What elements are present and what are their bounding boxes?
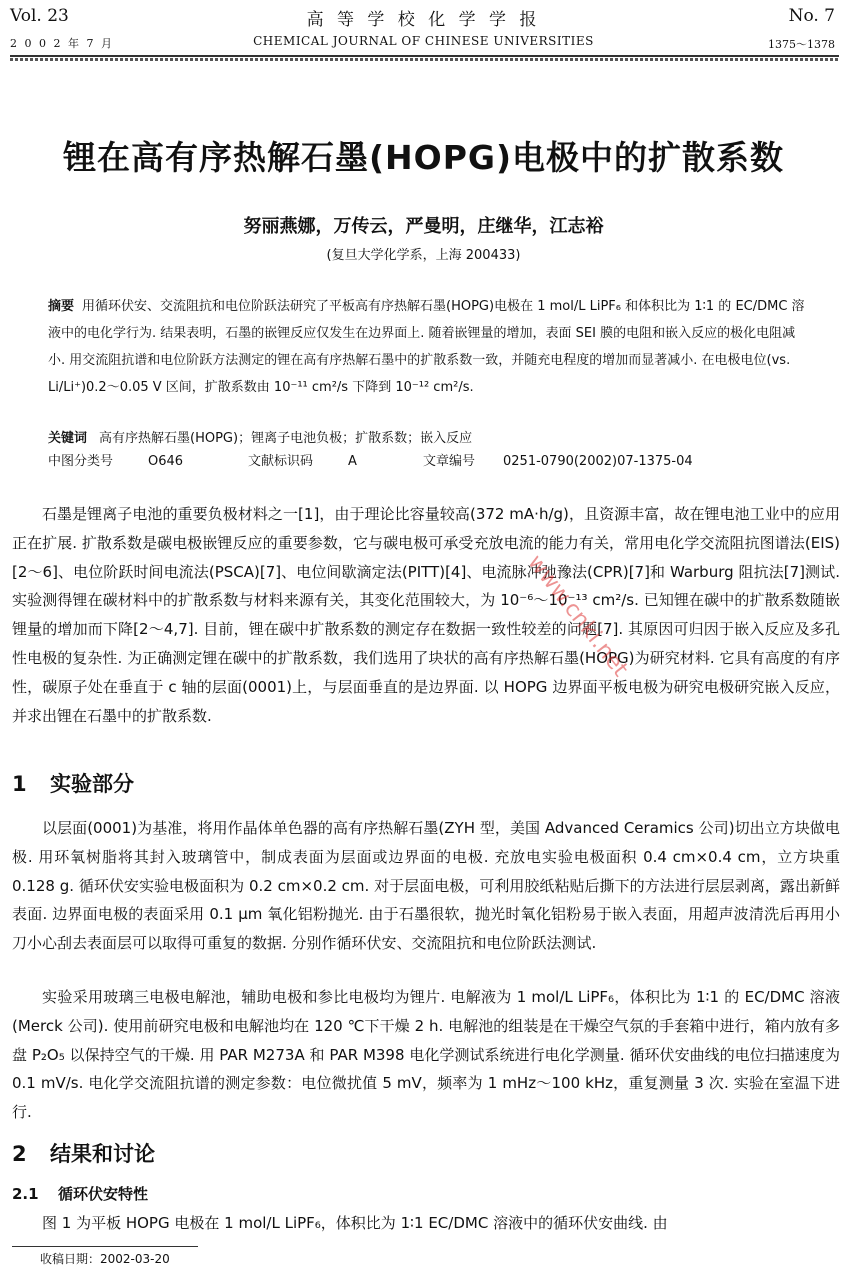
subsection-heading-cv (12, 1183, 148, 1204)
received-date-footnote: 收稿日期：2002-03-20 (40, 1252, 170, 1266)
doc-code-label: 文献标识码 (248, 454, 314, 469)
affiliation: (复旦大学化学系，上海 200433) (326, 248, 521, 263)
journal-name-en: CHEMICAL JOURNAL OF CHINESE UNIVERSITIES (253, 34, 594, 48)
section-heading-results (12, 1138, 155, 1168)
page-range: 1375～1378 (768, 38, 835, 51)
keywords-label: 关键词 (48, 431, 88, 446)
author-list: 努丽燕娜，万传云，严曼明，庄继华，江志裕 (243, 216, 604, 237)
issue-number: No. 7 (788, 6, 835, 26)
subsection-number: 2.1 (12, 1185, 39, 1203)
doc-code-value: A (348, 454, 357, 469)
subsection-title: 循环伏安特性 (58, 1185, 149, 1203)
header-dashed-rule (10, 58, 839, 61)
header-rule (10, 55, 839, 57)
clc-value: O646 (148, 454, 184, 469)
article-number-value: 0251-0790(2002)07-1375-04 (503, 454, 693, 469)
intro-paragraph: 石墨是锂离子电池的重要负极材料之一[1]，由于理论比容量较高(372 mA·h/g)，且资源丰富，故在锂电池工业中的应用正在扩展. 扩散系数是碳电极嵌锂反应的重要参数，它与碳电极可承受充放电流的能力有关，常用电化学交流阻抗图谱法(EIS)[2～6]、电位阶跃时间电流法(PSCA)[7]、电位间歇滴定法(PITT)[4]、电流脉冲弛豫法(CPR)[7]和 Warburg 阻抗法[7]测试. 实验测得锂在碳材料中的扩散系数与材料来源有关，其变化范围较大，为 10⁻⁶～10⁻¹³ cm²/s. 已知锂在碳中的扩散系数随嵌锂量的增加而下降[2～4,7]. 目前，锂在碳中扩散系数的测定存在数据一致性较差的问题[7]. 其原因可归因于嵌入反应及多孔性电极的复杂性. 为正确测定锂在碳中的扩散系数，我们选用了块状的高有序热解石墨(HOPG)为研究材料. 它具有高度的有序性，碳原子处在垂直于 c 轴的层面(0001)上，与层面垂直的是边界面. 以 HOPG 边界面平板电极为研究电极研究嵌入反应，并求出锂在石墨中的扩散系数. (12, 505, 840, 725)
clc-label: 中图分类号 (48, 454, 114, 469)
section-number: 1 (12, 772, 27, 796)
experimental-paragraph-2: 实验采用玻璃三电极电解池，辅助电极和参比电极均为锂片. 电解液为 1 mol/L LiPF₆，体积比为 1∶1 的 EC/DMC 溶液(Merck 公司). 使用前研究电极和电解池均在 120 ℃下干燥 2 h. 电解池的组装是在干燥空气氛的手套箱中进行，箱内放有多盘 P₂O₅ 以保持空气的干燥. 用 PAR M273A 和 PAR M398 电化学测试系统进行电化学测量. 循环伏安曲线的电位扫描速度为 0.1 mV/s. 电化学交流阻抗谱的测定参数：电位微扰值 5 mV，频率为 1 mHz～100 kHz，重复测量 3 次. 实验在室温下进行. (12, 988, 840, 1122)
section-title: 实验部分 (50, 772, 134, 796)
intro-section (12, 500, 840, 730)
abstract (48, 293, 808, 401)
watermark: www.cnki.net (522, 550, 633, 682)
experimental-paragraph-1: 以层面(0001)为基准，将用作晶体单色器的高有序热解石墨(ZYH 型，美国 Advanced Ceramics 公司)切出立方块做电极. 用环氧树脂将其封入玻璃管中，制成表面为层面或边界面的电极. 充放电实验电极面积 0.4 cm×0.4 cm，立方块重 0.128 g. 循环伏安实验电极面积为 0.2 cm×0.2 cm. 对于层面电极，可利用胶纸粘贴后撕下的方法进行层层剥离，露出新鲜表面. 边界面电极的表面采用 0.1 μm 氧化铝粉抛光. 由于石墨很软，抛光时氧化铝粉易于嵌入表面，用超声波清洗后再用小刀小心刮去表面层可以取得可重复的数据. 分别作循环伏安、交流阻抗和电位阶跃法测试. (12, 819, 840, 953)
results-section (12, 1209, 840, 1238)
experimental-section-2 (12, 983, 840, 1127)
abstract-text: 用循环伏安、交流阻抗和电位阶跃法研究了平板高有序热解石墨(HOPG)电极在 1 mol/L LiPF₆ 和体积比为 1∶1 的 EC/DMC 溶液中的电化学行为. 结果表明，石墨的嵌锂反应仅发生在边界面上. 随着嵌锂量的增加，表面 SEI 膜的电阻和嵌入反应的极化电阻减小. 用交流阻抗谱和电位阶跃方法测定的锂在高有序热解石墨中的扩散系数一致，并随充电程度的增加而显著减小. 在电极电位(vs. Li/Li⁺)0.2～0.05 V 区间，扩散系数由 10⁻¹¹ cm²/s 下降到 10⁻¹² cm²/s. (48, 299, 805, 395)
keywords (48, 427, 808, 451)
publication-date: 2 0 0 2 年 7 月 (10, 37, 114, 50)
volume-number: Vol. 23 (10, 6, 69, 26)
footnote-rule (12, 1246, 198, 1247)
keywords-text: 高有序热解石墨(HOPG)；锂离子电池负极；扩散系数；嵌入反应 (99, 431, 473, 446)
abstract-label: 摘要 (48, 299, 75, 314)
journal-name-cn: 高 等 学 校 化 学 学 报 (306, 10, 541, 30)
article-number-label: 文章编号 (423, 454, 476, 469)
results-paragraph-1: 图 1 为平板 HOPG 电极在 1 mol/L LiPF₆，体积比为 1∶1 EC/DMC 溶液中的循环伏安曲线. 由 (42, 1214, 668, 1232)
classification-line (48, 450, 808, 474)
paper-title: 锂在高有序热解石墨(HOPG)电极中的扩散系数 (62, 138, 785, 177)
section-heading-experimental (12, 768, 134, 798)
section-title: 结果和讨论 (50, 1142, 155, 1166)
experimental-section (12, 814, 840, 958)
section-number: 2 (12, 1142, 27, 1166)
